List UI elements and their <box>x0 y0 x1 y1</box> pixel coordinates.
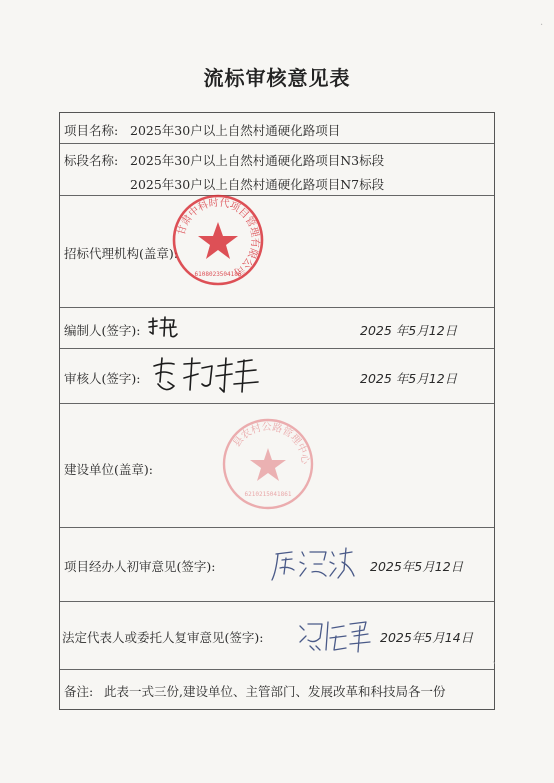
agency-label: 招标代理机构(盖章): <box>64 246 178 261</box>
reviewer-label: 审核人(签字): <box>64 371 141 386</box>
handler-date: 2025年5月12日 <box>370 559 464 574</box>
agency-seal-stamp <box>170 192 266 288</box>
agency-seal-code: 6108023504186 <box>194 271 242 278</box>
builder-label: 建设单位(盖章): <box>64 462 153 477</box>
handler-row <box>60 528 494 602</box>
section-name-row <box>60 144 494 196</box>
compiler-signature <box>146 314 180 340</box>
legal-rep-label: 法定代表人或委托人复审意见(签字): <box>62 630 264 645</box>
agency-seal-text: 甘肃中科时代项目管理有限公司 <box>176 197 261 278</box>
review-form-table <box>59 112 495 710</box>
reviewer-signature <box>148 354 268 398</box>
section-item-n7: 2025年30户以上自然村通硬化路项目N7标段 <box>130 177 385 192</box>
scan-speck: · <box>540 20 544 31</box>
builder-seal-stamp <box>220 416 316 512</box>
project-name-label: 项目名称: <box>64 123 119 138</box>
page-title: 流标审核意见表 <box>203 66 351 90</box>
builder-row <box>60 404 494 528</box>
handler-label: 项目经办人初审意见(签字): <box>64 559 216 574</box>
compiler-label: 编制人(签字): <box>64 323 141 338</box>
section-name-label: 标段名称: <box>64 153 119 168</box>
reviewer-date: 2025 年5月12日 <box>360 371 458 386</box>
remark-text: 此表一式三份,建设单位、主管部门、发展改革和科技局各一份 <box>104 684 446 699</box>
remark-row <box>60 670 494 709</box>
builder-seal-code: 6210215041861 <box>244 491 292 498</box>
scan-speck: ˋ <box>492 662 497 673</box>
handler-signature <box>270 544 356 584</box>
legal-rep-row <box>60 602 494 670</box>
legal-rep-signature <box>296 616 372 656</box>
compiler-row <box>60 308 494 349</box>
builder-seal-text: 县农村公路管理中心 <box>231 421 311 465</box>
section-item-n3: 2025年30户以上自然村通硬化路项目N3标段 <box>130 153 385 168</box>
project-name-row <box>60 113 494 144</box>
legal-rep-date: 2025年5月14日 <box>380 630 474 645</box>
agency-row <box>60 196 494 308</box>
compiler-date: 2025 年5月12日 <box>360 323 458 338</box>
reviewer-row <box>60 349 494 404</box>
project-name-value: 2025年30户以上自然村通硬化路项目 <box>130 123 341 138</box>
remark-label: 备注: <box>64 684 94 699</box>
